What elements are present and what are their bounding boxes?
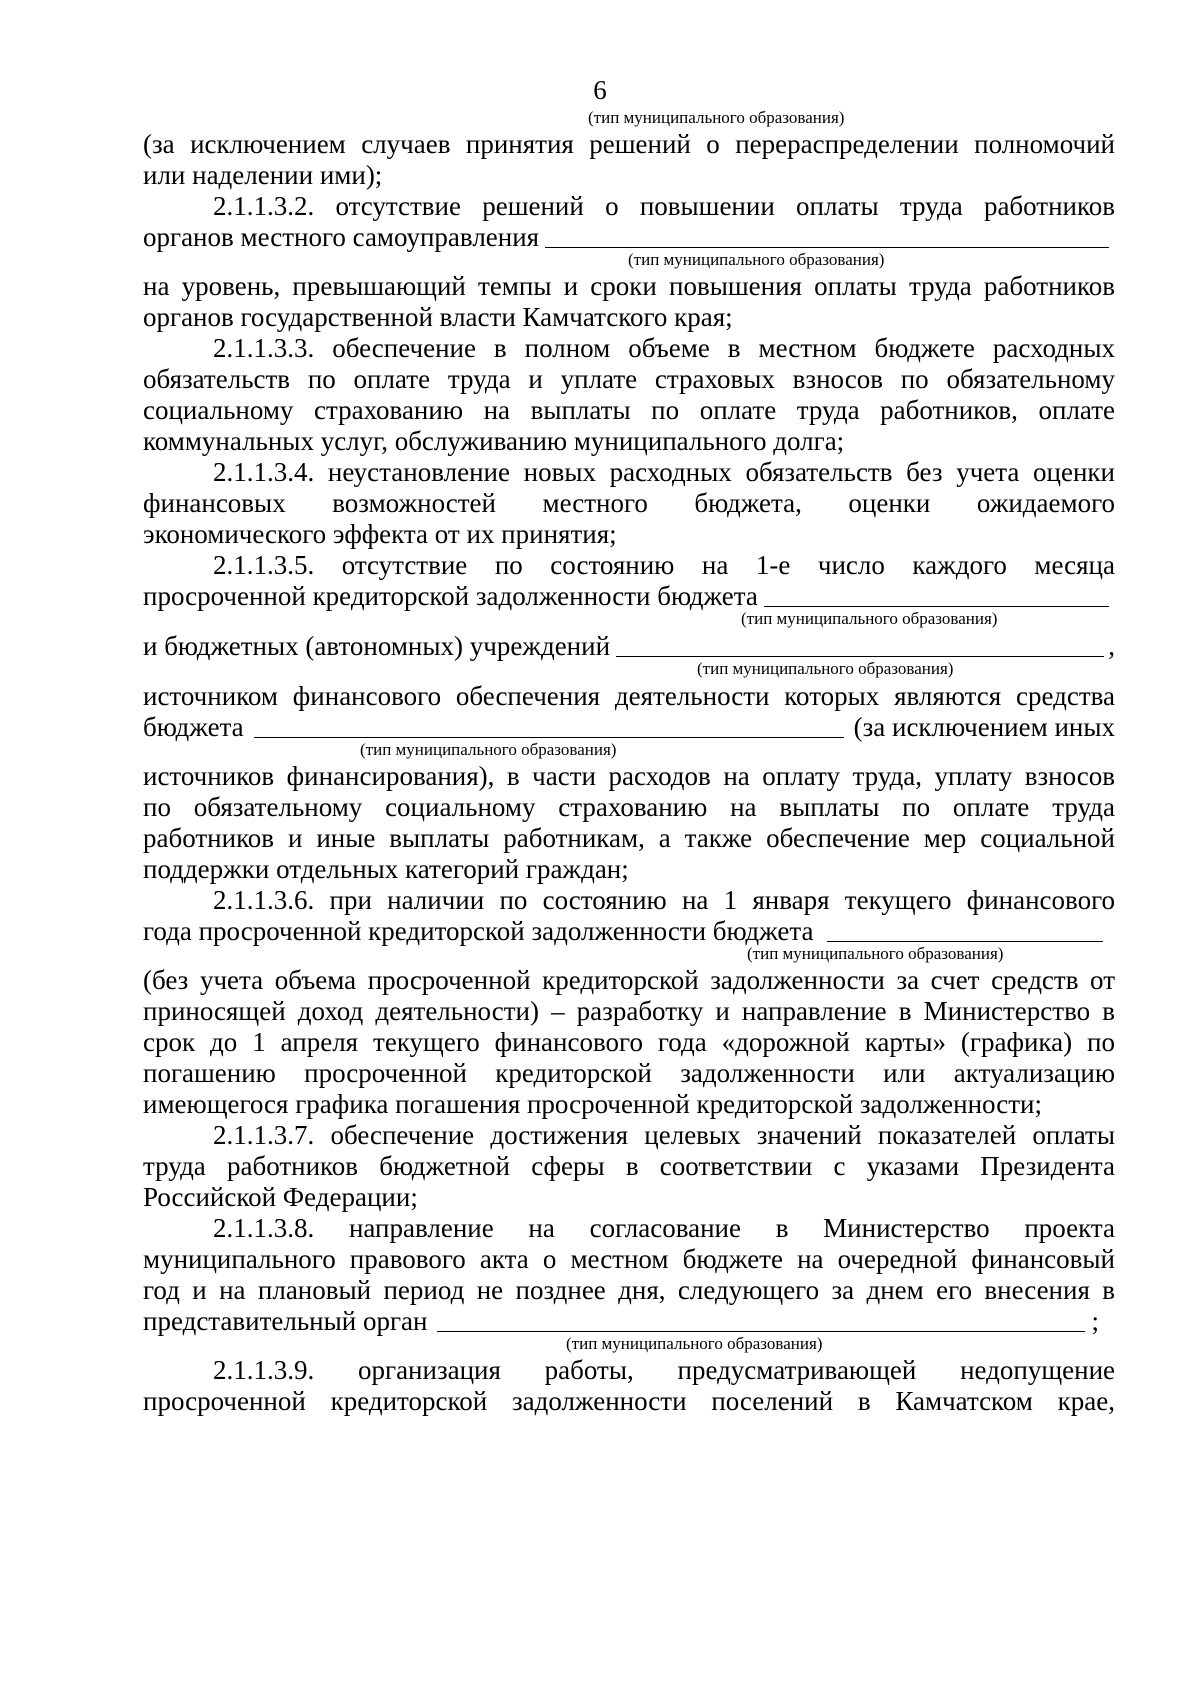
blank-field-line (437, 1311, 1085, 1332)
text-line: источников финансирования), в части расходов на оплату труда, уплату взносов (143, 761, 1115, 791)
text-line: или наделении ими); (143, 160, 383, 190)
text-line: 2.1.1.3.2. отсутствие решений о повышении оплаты труда работников (213, 191, 1115, 221)
text-fragment: представительный орган (143, 1306, 428, 1336)
text-line: 2.1.1.3.5. отсутствие по состоянию на 1-е число каждого месяца (213, 550, 1115, 580)
text-line-with-blank (143, 1305, 1115, 1337)
text-line: обязательств по оплате труда и уплате страховых взносов по обязательному (143, 364, 1115, 394)
text-line: приносящей доход деятельности) – разработку и направление в Министерство в (143, 996, 1115, 1026)
text-line: поддержки отдельных категорий граждан; (143, 854, 629, 884)
text-fragment: просроченной кредиторской задолженности бюджета (143, 581, 758, 611)
blank-field-line (616, 636, 1104, 657)
page-number: 6 (593, 75, 607, 105)
text-line-with-blank (143, 221, 1115, 253)
text-line: погашению просроченной кредиторской задолженности или актуализацию (143, 1058, 1115, 1088)
municipal-type-note: (тип муниципального образования) (697, 659, 954, 678)
text-line: социальному страхованию на выплаты по оплате труда работников, оплате (143, 395, 1115, 425)
text-fragment: органов местного самоуправления (143, 222, 540, 252)
text-fragment: (за исключением иных (853, 712, 1115, 742)
blank-field-line (764, 586, 1109, 607)
text-line: 2.1.1.3.4. неустановление новых расходных обязательств без учета оценки (213, 457, 1115, 487)
text-line: муниципального правового акта о местном бюджете на очередной финансовый (143, 1244, 1115, 1274)
text-line: 2.1.1.3.3. обеспечение в полном объеме в местном бюджете расходных (213, 333, 1115, 363)
text-fragment: , (1108, 631, 1115, 661)
text-line: (без учета объема просроченной кредиторской задолженности за счет средств от (143, 965, 1115, 995)
municipal-type-note: (тип муниципального образования) (360, 740, 617, 759)
text-line: органов государственной власти Камчатского края; (143, 302, 733, 332)
text-line: год и на плановый период не позднее дня, следующего за днем его внесения в (143, 1275, 1115, 1305)
text-line: срок до 1 апреля текущего финансового года «дорожной карты» (графика) по (143, 1027, 1115, 1057)
text-line-with-blank (143, 580, 1115, 612)
text-line: коммунальных услуг, обслуживанию муниципального долга; (143, 426, 845, 456)
text-line: Российской Федерации; (143, 1182, 418, 1212)
text-line: на уровень, превышающий темпы и сроки повышения оплаты труда работников (143, 271, 1115, 301)
municipal-type-note: (тип муниципального образования) (628, 250, 885, 269)
text-line: финансовых возможностей местного бюджета, оценки ожидаемого (143, 488, 1115, 518)
text-fragment: и бюджетных (автономных) учреждений (143, 631, 611, 661)
text-line: 2.1.1.3.9. организация работы, предусматривающей недопущение (213, 1355, 1115, 1385)
text-fragment: года просроченной кредиторской задолженности бюджета (143, 916, 814, 946)
text-line: источником финансового обеспечения деятельности которых являются средства (143, 681, 1115, 711)
text-line-with-blank (143, 630, 1115, 662)
text-line-with-blank (143, 711, 1115, 743)
text-line: работников и иные выплаты работникам, а также обеспечение мер социальной (143, 823, 1115, 853)
text-fragment: бюджета (143, 712, 244, 742)
text-line: 2.1.1.3.7. обеспечение достижения целевых значений показателей оплаты (213, 1120, 1115, 1150)
text-line: труда работников бюджетной сферы в соответствии с указами Президента (143, 1151, 1115, 1181)
text-fragment: ; (1091, 1306, 1099, 1336)
municipal-type-note: (тип муниципального образования) (741, 609, 998, 628)
text-line-with-blank (143, 915, 1115, 947)
municipal-type-note: (тип муниципального образования) (566, 1334, 823, 1353)
blank-field-line (827, 921, 1103, 942)
text-line: имеющегося графика погашения просроченной кредиторской задолженности; (143, 1089, 1042, 1119)
text-line: 2.1.1.3.6. при наличии по состоянию на 1 января текущего финансового (213, 885, 1115, 915)
text-line: 2.1.1.3.8. направление на согласование в Министерство проекта (213, 1213, 1115, 1243)
text-line: экономического эффекта от их принятия; (143, 519, 617, 549)
text-line: (за исключением случаев принятия решений о перераспределении полномочий (143, 129, 1115, 159)
blank-field-line (545, 227, 1109, 248)
blank-field-line (254, 717, 844, 738)
text-line: по обязательному социальному страхованию на выплаты по оплате труда (143, 792, 1115, 822)
municipal-type-note: (тип муниципального образования) (747, 944, 1004, 963)
municipal-type-note: (тип муниципального образования) (588, 108, 845, 127)
text-line: просроченной кредиторской задолженности поселений в Камчатском крае, (143, 1386, 1115, 1416)
